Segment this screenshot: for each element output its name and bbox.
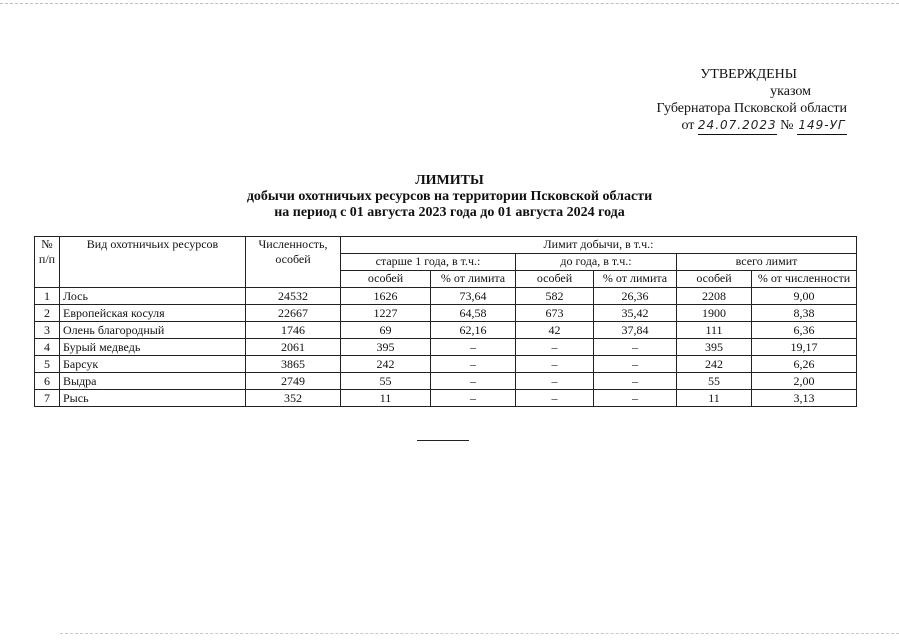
cell-population: 22667 bbox=[246, 305, 341, 322]
table-row bbox=[35, 288, 857, 305]
cell-species: Европейская косуля bbox=[60, 305, 246, 322]
cell-num: 7 bbox=[35, 390, 60, 407]
approval-approved: УТВЕРЖДЕНЫ bbox=[700, 67, 797, 82]
cell-younger-pct: – bbox=[594, 339, 677, 356]
header-younger: до года, в т.ч.: bbox=[516, 254, 677, 271]
cell-younger-individuals: – bbox=[516, 390, 594, 407]
header-total-individuals: особей bbox=[677, 271, 752, 288]
header-older: старше 1 года, в т.ч.: bbox=[341, 254, 516, 271]
cell-older-pct: 73,64 bbox=[431, 288, 516, 305]
cell-younger-pct: 26,36 bbox=[594, 288, 677, 305]
cell-older-individuals: 242 bbox=[341, 356, 431, 373]
cell-species: Бурый медведь bbox=[60, 339, 246, 356]
cell-num: 1 bbox=[35, 288, 60, 305]
cell-species: Рысь bbox=[60, 390, 246, 407]
cell-species: Выдра bbox=[60, 373, 246, 390]
cell-younger-pct: – bbox=[594, 390, 677, 407]
document-title bbox=[0, 173, 899, 221]
approval-number: 149-УГ bbox=[797, 117, 847, 135]
header-total-pct: % от численности bbox=[752, 271, 857, 288]
header-older-individuals: особей bbox=[341, 271, 431, 288]
cell-older-individuals: 395 bbox=[341, 339, 431, 356]
cell-total-pct: 8,38 bbox=[752, 305, 857, 322]
cell-species: Барсук bbox=[60, 356, 246, 373]
cell-younger-pct: – bbox=[594, 356, 677, 373]
table-row bbox=[35, 339, 857, 356]
title-heading: ЛИМИТЫ bbox=[415, 173, 484, 188]
title-line-3: на период с 01 августа 2023 года до 01 августа 2024 года bbox=[274, 205, 625, 220]
cell-num: 5 bbox=[35, 356, 60, 373]
scan-edge-top bbox=[0, 3, 899, 4]
header-younger-individuals: особей bbox=[516, 271, 594, 288]
approval-by: указом bbox=[770, 84, 811, 99]
cell-species: Олень благородный bbox=[60, 322, 246, 339]
cell-population: 1746 bbox=[246, 322, 341, 339]
cell-younger-individuals: – bbox=[516, 373, 594, 390]
approval-authority: Губернатора Псковской области bbox=[656, 101, 847, 116]
cell-younger-individuals: – bbox=[516, 339, 594, 356]
cell-older-pct: 62,16 bbox=[431, 322, 516, 339]
limits-table bbox=[34, 236, 857, 407]
cell-older-individuals: 1227 bbox=[341, 305, 431, 322]
cell-total-pct: 6,26 bbox=[752, 356, 857, 373]
table-row bbox=[35, 356, 857, 373]
approval-date: 24.07.2023 bbox=[698, 117, 777, 135]
cell-total-pct: 2,00 bbox=[752, 373, 857, 390]
table-row bbox=[35, 322, 857, 339]
cell-num: 3 bbox=[35, 322, 60, 339]
cell-younger-pct: 35,42 bbox=[594, 305, 677, 322]
title-line-2: добычи охотничьих ресурсов на территории Псковской области bbox=[246, 189, 653, 204]
cell-total-pct: 3,13 bbox=[752, 390, 857, 407]
table-row bbox=[35, 390, 857, 407]
cell-population: 2749 bbox=[246, 373, 341, 390]
header-total: всего лимит bbox=[677, 254, 857, 271]
cell-older-pct: – bbox=[431, 356, 516, 373]
cell-older-pct: – bbox=[431, 390, 516, 407]
cell-older-individuals: 11 bbox=[341, 390, 431, 407]
cell-total-individuals: 242 bbox=[677, 356, 752, 373]
cell-older-individuals: 1626 bbox=[341, 288, 431, 305]
cell-younger-pct: – bbox=[594, 373, 677, 390]
header-species: Вид охотничьих ресурсов bbox=[60, 237, 246, 288]
cell-population: 352 bbox=[246, 390, 341, 407]
approval-block bbox=[656, 66, 847, 135]
cell-total-pct: 9,00 bbox=[752, 288, 857, 305]
cell-older-pct: – bbox=[431, 339, 516, 356]
cell-younger-individuals: 42 bbox=[516, 322, 594, 339]
cell-population: 2061 bbox=[246, 339, 341, 356]
cell-older-pct: – bbox=[431, 373, 516, 390]
cell-younger-individuals: 582 bbox=[516, 288, 594, 305]
cell-total-individuals: 55 bbox=[677, 373, 752, 390]
approval-number-prefix: № bbox=[780, 118, 794, 133]
cell-younger-individuals: – bbox=[516, 356, 594, 373]
header-limit: Лимит добычи, в т.ч.: bbox=[341, 237, 857, 254]
cell-total-individuals: 11 bbox=[677, 390, 752, 407]
scan-edge-bottom bbox=[60, 633, 899, 634]
cell-total-individuals: 1900 bbox=[677, 305, 752, 322]
cell-older-individuals: 69 bbox=[341, 322, 431, 339]
cell-total-individuals: 2208 bbox=[677, 288, 752, 305]
cell-younger-pct: 37,84 bbox=[594, 322, 677, 339]
cell-population: 24532 bbox=[246, 288, 341, 305]
cell-older-pct: 64,58 bbox=[431, 305, 516, 322]
cell-older-individuals: 55 bbox=[341, 373, 431, 390]
cell-total-individuals: 395 bbox=[677, 339, 752, 356]
cell-num: 6 bbox=[35, 373, 60, 390]
cell-total-pct: 6,36 bbox=[752, 322, 857, 339]
cell-total-pct: 19,17 bbox=[752, 339, 857, 356]
cell-younger-individuals: 673 bbox=[516, 305, 594, 322]
approval-date-line bbox=[656, 117, 847, 135]
header-younger-pct: % от лимита bbox=[594, 271, 677, 288]
header-population: Численность, особей bbox=[246, 237, 341, 288]
cell-total-individuals: 111 bbox=[677, 322, 752, 339]
header-num: № п/п bbox=[35, 237, 60, 288]
cell-population: 3865 bbox=[246, 356, 341, 373]
cell-num: 4 bbox=[35, 339, 60, 356]
approval-date-prefix: от bbox=[681, 118, 695, 133]
table-row bbox=[35, 373, 857, 390]
cell-species: Лось bbox=[60, 288, 246, 305]
table-row bbox=[35, 305, 857, 322]
header-older-pct: % от лимита bbox=[431, 271, 516, 288]
closing-rule bbox=[417, 440, 469, 441]
cell-num: 2 bbox=[35, 305, 60, 322]
